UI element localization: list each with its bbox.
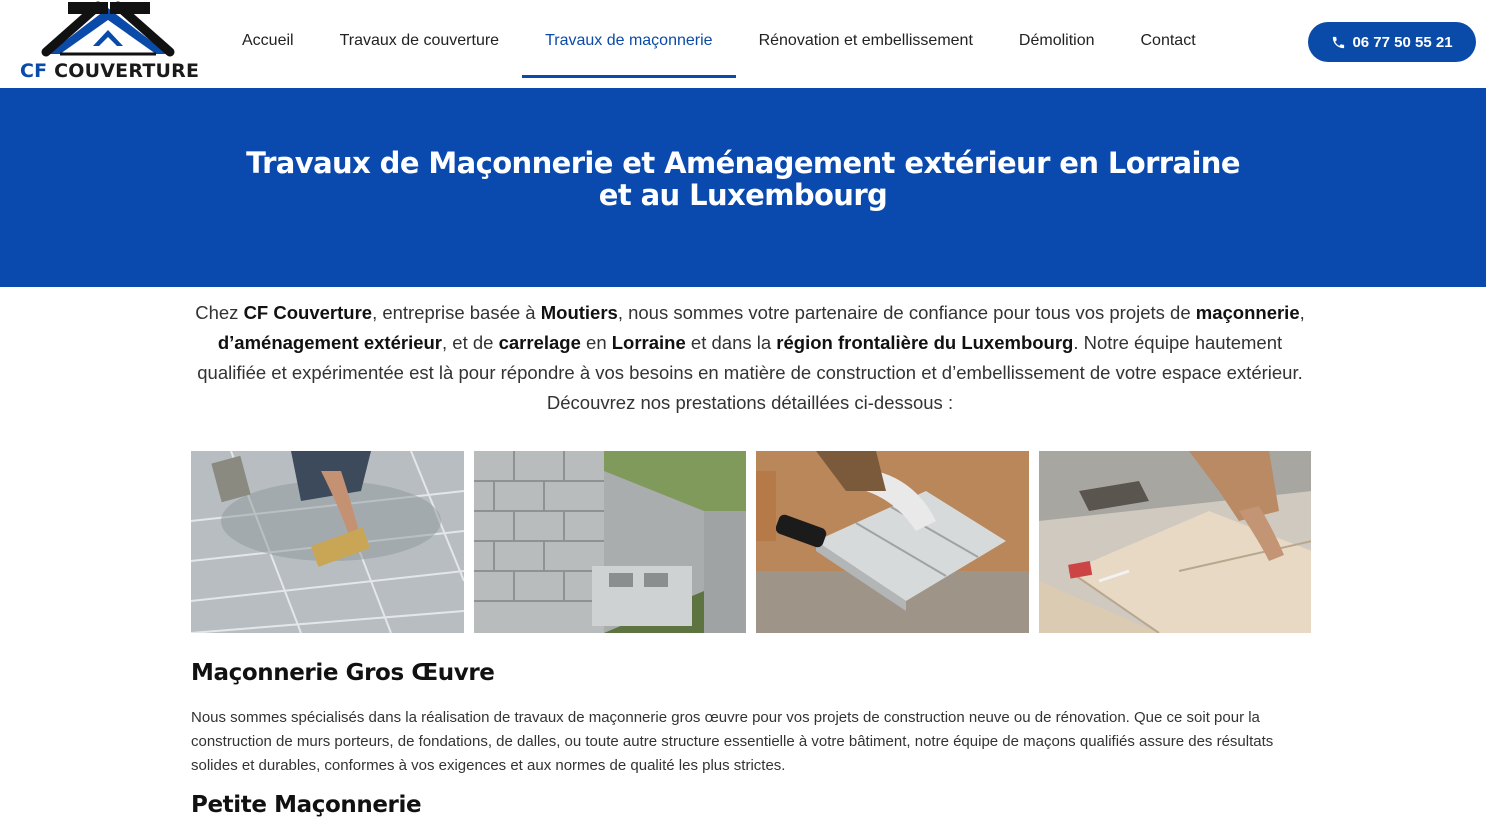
nav-item-contact[interactable]: Contact (1140, 32, 1196, 49)
intro-bold: CF Couverture (243, 302, 373, 323)
roof-hammer-logo-icon (38, 0, 178, 58)
section-text-gros-oeuvre: Nous sommes spécialisés dans la réalisation de travaux de maçonnerie gros œuvre pour vos projets de construction neuve ou de rénovation. Que ce soit pour la construction de murs porteurs, de fondations, de dalles, ou toute autre structure essentielle à votre bâtiment, notre équipe de maçons qualifiés assure des résultats solides et durables, conformes à vos exigences et aux normes de qualité les plus strictes. (191, 709, 1274, 774)
nav-item-demolition[interactable]: Démolition (1018, 32, 1095, 49)
photo-gallery (191, 451, 1311, 633)
nav-item-travaux-maconnerie[interactable]: Travaux de maçonnerie (522, 0, 736, 78)
section-title-gros-oeuvre: Maçonnerie Gros Œuvre (191, 660, 495, 686)
main-nav (219, 0, 1219, 78)
intro-paragraph (190, 298, 1310, 418)
site-header (0, 0, 1486, 88)
nav-item-accueil[interactable]: Accueil (242, 32, 294, 49)
intro-bold: maçonnerie (1195, 302, 1300, 323)
intro-text: . Notre équipe hautement qualifiée et expérimentée est là pour répondre à vos besoins en matière de construction et d’embellissement de votre espace extérieur. Découvrez nos prestations détaillées ci-dessous : (197, 332, 1303, 413)
floor-tiles-photo[interactable] (1039, 451, 1312, 633)
paving-stones-photo[interactable] (756, 451, 1029, 633)
phone-button[interactable] (1308, 22, 1476, 62)
intro-bold: Moutiers (540, 302, 618, 323)
logo-text (20, 60, 199, 82)
site-logo[interactable] (20, 0, 200, 84)
intro-text: , nous sommes votre partenaire de confiance pour tous vos projets de (617, 302, 1196, 323)
intro-text: , entreprise basée à (372, 302, 541, 323)
intro-text: en (580, 332, 612, 353)
intro-bold: Lorraine (611, 332, 686, 353)
phone-icon (1331, 35, 1346, 50)
nav-item-travaux-couverture[interactable]: Travaux de couverture (339, 32, 500, 49)
intro-bold: carrelage (498, 332, 581, 353)
logo-cf: CF (20, 60, 48, 82)
intro-text: et dans la (685, 332, 777, 353)
phone-number: 06 77 50 55 21 (1352, 33, 1453, 51)
hero-banner (0, 88, 1486, 287)
nav-item-renovation[interactable]: Rénovation et embellissement (758, 32, 973, 49)
section-title-petite-maconnerie: Petite Maçonnerie (191, 792, 422, 818)
intro-text: , (1299, 302, 1305, 323)
intro-bold: région frontalière du Luxembourg (776, 332, 1074, 353)
tiling-grout-photo[interactable] (191, 451, 464, 633)
page-title: Travaux de Maçonnerie et Aménagement extérieur en Lorraine et au Luxembourg (246, 146, 1240, 212)
logo-couverture: COUVERTURE (54, 60, 200, 82)
intro-text: Chez (195, 302, 244, 323)
intro-bold: d’aménagement extérieur (217, 332, 443, 353)
concrete-block-wall-photo[interactable] (474, 451, 747, 633)
intro-text: , et de (442, 332, 499, 353)
